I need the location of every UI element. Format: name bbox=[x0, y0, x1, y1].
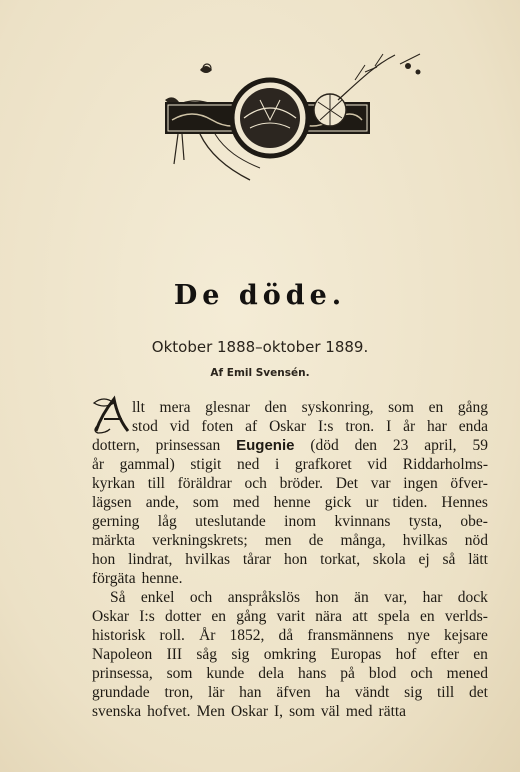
word: nöd bbox=[464, 532, 488, 549]
word: lätt bbox=[468, 551, 488, 568]
word: blod bbox=[368, 665, 397, 682]
text-line bbox=[92, 455, 488, 474]
word: 23 bbox=[392, 437, 409, 454]
word: efter bbox=[430, 646, 459, 663]
word: prinsessan bbox=[155, 437, 221, 454]
word: en bbox=[211, 608, 227, 625]
word: många, bbox=[340, 532, 386, 549]
word: år bbox=[92, 456, 105, 473]
word: vid bbox=[367, 456, 388, 473]
word: hvilkas bbox=[402, 532, 448, 549]
word: verlds- bbox=[444, 608, 488, 625]
word: gång bbox=[457, 399, 488, 416]
text-line bbox=[92, 550, 488, 569]
word: I, bbox=[274, 703, 284, 720]
word: den bbox=[264, 399, 287, 416]
word: foten bbox=[201, 418, 234, 435]
text-line bbox=[92, 417, 488, 436]
word: Oskar bbox=[92, 608, 130, 625]
word: stod bbox=[132, 418, 158, 435]
word: tårar bbox=[242, 551, 272, 568]
word: svenska bbox=[92, 703, 142, 720]
word: spela bbox=[377, 608, 410, 625]
text-line bbox=[92, 626, 488, 645]
word: och bbox=[410, 665, 433, 682]
word: gick bbox=[324, 494, 352, 511]
floral-vignette-ornament bbox=[160, 40, 430, 190]
word: dotter bbox=[165, 608, 202, 625]
word: som bbox=[192, 494, 219, 511]
text-line bbox=[92, 398, 488, 417]
word: omkring bbox=[263, 646, 317, 663]
text-line bbox=[92, 569, 488, 588]
word: Napoleon bbox=[92, 646, 153, 663]
word: april, bbox=[424, 437, 457, 454]
word: skola bbox=[372, 551, 406, 568]
word: med bbox=[232, 494, 260, 511]
word: gång bbox=[236, 608, 267, 625]
word: har bbox=[422, 589, 443, 606]
word: rätta bbox=[378, 703, 407, 720]
word: enkel bbox=[140, 589, 175, 606]
word: hon bbox=[315, 589, 339, 606]
word: historisk bbox=[92, 627, 146, 644]
word: en bbox=[420, 608, 435, 625]
word: ur bbox=[365, 494, 379, 511]
word: fransmännens bbox=[307, 627, 394, 644]
word: grundade bbox=[92, 684, 150, 701]
word: det bbox=[468, 684, 488, 701]
word: men bbox=[264, 532, 292, 549]
word: kejsare bbox=[444, 627, 488, 644]
word: enda bbox=[458, 418, 488, 435]
word: glesnar bbox=[205, 399, 250, 416]
word: en bbox=[428, 399, 444, 416]
word: I:s bbox=[139, 608, 155, 625]
word: gammal) bbox=[119, 456, 175, 473]
word: grafkoret bbox=[294, 456, 352, 473]
text-line bbox=[92, 512, 488, 531]
word: hvilkas bbox=[185, 551, 230, 568]
word: prinsessa, bbox=[92, 665, 153, 682]
word: lägsen bbox=[92, 494, 132, 511]
word: var, bbox=[384, 589, 408, 606]
word: tiden. bbox=[392, 494, 428, 511]
word: tysta, bbox=[408, 513, 442, 530]
word: vid bbox=[169, 418, 190, 435]
article-author: Af Emil Svensén. bbox=[210, 367, 310, 379]
word: dela bbox=[258, 665, 285, 682]
word: hans bbox=[297, 665, 327, 682]
word: år bbox=[403, 418, 416, 435]
word: mened bbox=[446, 665, 488, 682]
text-line bbox=[92, 664, 488, 683]
word: Så bbox=[110, 589, 126, 606]
word: ej bbox=[418, 551, 430, 568]
word: sig bbox=[404, 684, 423, 701]
word: föräldrar bbox=[177, 475, 232, 492]
word: I bbox=[386, 418, 392, 435]
word: Oskar bbox=[230, 703, 269, 720]
word: och bbox=[189, 589, 213, 606]
text-line bbox=[92, 645, 488, 664]
word: varit bbox=[276, 608, 306, 625]
word: 1852, bbox=[229, 627, 265, 644]
word: på bbox=[340, 665, 355, 682]
text-line bbox=[92, 588, 488, 607]
word: III bbox=[166, 646, 183, 663]
article-title: De döde. bbox=[173, 280, 347, 311]
word: lindrat, bbox=[128, 551, 173, 568]
word: inom bbox=[284, 513, 317, 530]
word: verkningskrets; bbox=[152, 532, 248, 549]
text-line bbox=[92, 493, 488, 512]
word: och bbox=[244, 475, 267, 492]
text-line bbox=[92, 474, 488, 493]
word: gerning bbox=[92, 513, 140, 530]
word: torkat, bbox=[320, 551, 361, 568]
word: än bbox=[354, 589, 369, 606]
word: bröder. bbox=[279, 475, 324, 492]
word: att bbox=[352, 608, 368, 625]
word: kvinnans bbox=[334, 513, 391, 530]
word: Europas bbox=[330, 646, 382, 663]
word: henne bbox=[273, 494, 311, 511]
article-dates: Oktober 1888–oktober 1889. bbox=[151, 338, 369, 356]
word: kyrkan bbox=[92, 475, 136, 492]
word: Men bbox=[196, 703, 225, 720]
word: llt bbox=[132, 399, 145, 416]
word: så bbox=[442, 551, 456, 568]
word: de bbox=[308, 532, 324, 549]
text-line bbox=[92, 436, 488, 455]
word: ha bbox=[325, 684, 341, 701]
word: som bbox=[166, 665, 193, 682]
word: hon bbox=[92, 551, 116, 568]
word: ande, bbox=[145, 494, 179, 511]
word: ingen bbox=[403, 475, 438, 492]
word: nära bbox=[315, 608, 342, 625]
word: i bbox=[274, 456, 280, 473]
word: stigit bbox=[190, 456, 222, 473]
word: Oskar bbox=[269, 418, 307, 435]
word: År bbox=[199, 627, 216, 644]
word: Eugenie bbox=[236, 437, 295, 454]
word: hofvet. bbox=[147, 703, 191, 720]
word: henne. bbox=[141, 570, 183, 587]
word: har bbox=[427, 418, 447, 435]
word: syskonring, bbox=[301, 399, 374, 416]
text-line bbox=[92, 702, 488, 721]
word: såg bbox=[196, 646, 218, 663]
word: Riddarholms- bbox=[402, 456, 488, 473]
word: förgäta bbox=[92, 570, 136, 587]
word: då bbox=[278, 627, 294, 644]
word: Hennes bbox=[441, 494, 488, 511]
word: väl bbox=[320, 703, 340, 720]
word: äfven bbox=[276, 684, 311, 701]
word: den bbox=[354, 437, 378, 454]
article-body bbox=[92, 398, 488, 721]
word: nye bbox=[407, 627, 430, 644]
text-line bbox=[92, 683, 488, 702]
word: till bbox=[436, 684, 455, 701]
word: anspråkslös bbox=[227, 589, 301, 606]
word: var bbox=[370, 475, 391, 492]
word: mera bbox=[159, 399, 191, 416]
word: af bbox=[245, 418, 258, 435]
word: hof bbox=[395, 646, 417, 663]
word: ned bbox=[236, 456, 260, 473]
word: med bbox=[345, 703, 373, 720]
word: (död bbox=[310, 437, 339, 454]
word: dottern, bbox=[92, 437, 140, 454]
word: tron. bbox=[345, 418, 375, 435]
word: uteslutande bbox=[195, 513, 266, 530]
word: hon bbox=[284, 551, 308, 568]
word: tron, bbox=[164, 684, 194, 701]
word: kunde bbox=[206, 665, 245, 682]
word: låg bbox=[157, 513, 177, 530]
word: till bbox=[147, 475, 165, 492]
word: han bbox=[239, 684, 262, 701]
word: 59 bbox=[472, 437, 488, 454]
word: märkta bbox=[92, 532, 136, 549]
word: dock bbox=[457, 589, 488, 606]
word: som bbox=[388, 399, 414, 416]
word: obe- bbox=[460, 513, 488, 530]
text-line bbox=[92, 531, 488, 550]
word: vändt bbox=[354, 684, 390, 701]
word: en bbox=[473, 646, 488, 663]
word: öfver- bbox=[450, 475, 488, 492]
word: sig bbox=[231, 646, 250, 663]
text-line bbox=[92, 607, 488, 626]
word: I:s bbox=[317, 418, 334, 435]
word: som bbox=[289, 703, 315, 720]
word: Det bbox=[335, 475, 359, 492]
word: lär bbox=[208, 684, 225, 701]
word: roll. bbox=[159, 627, 185, 644]
